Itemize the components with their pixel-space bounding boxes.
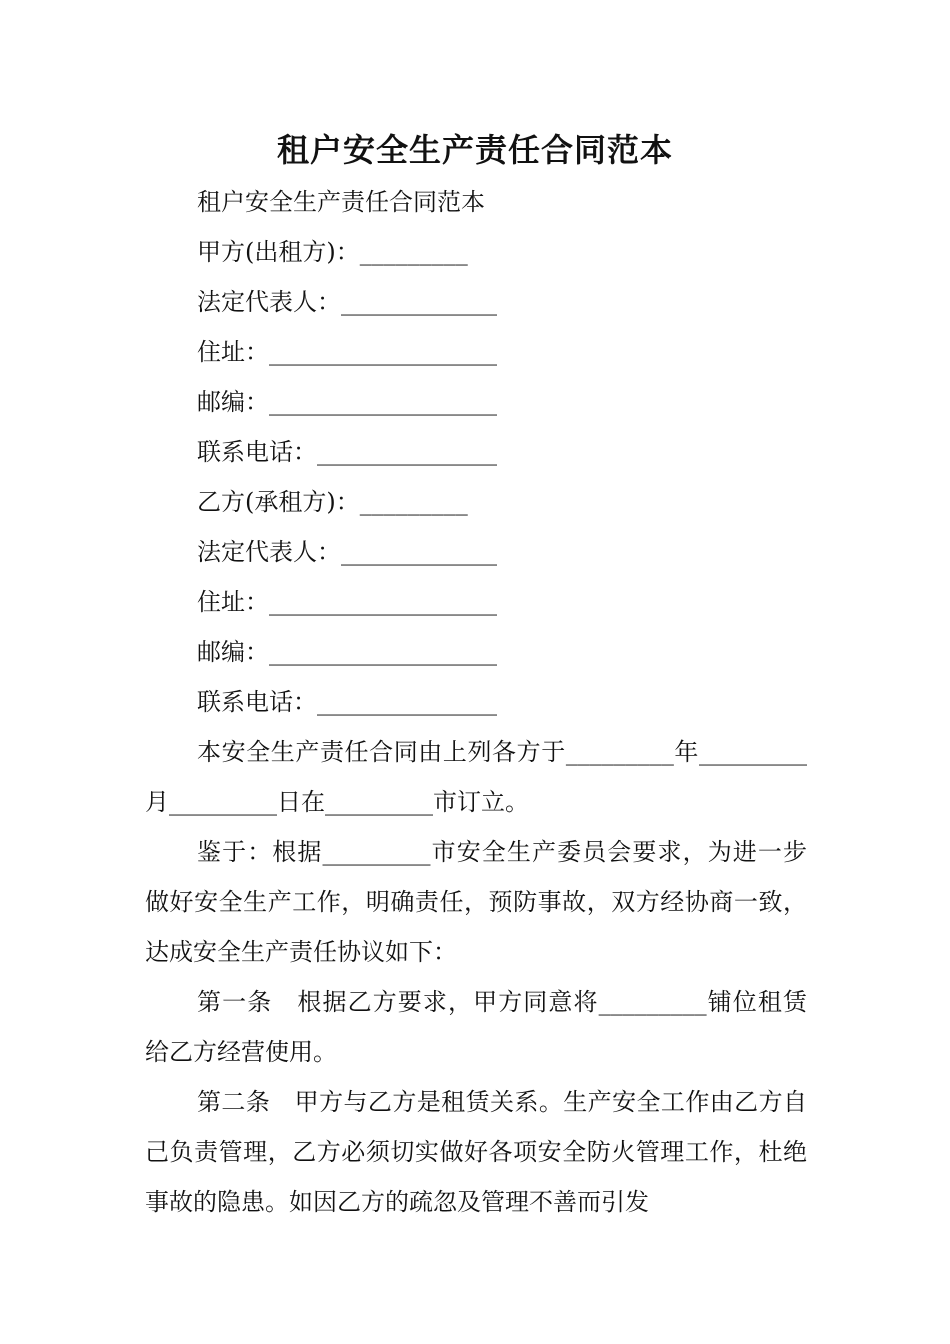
preamble-paragraph: 鉴于：根据_________市安全生产委员会要求，为进一步做好安全生产工作，明确责任，预防事故，双方经协商一致，达成安全生产责任协议如下：	[145, 838, 807, 966]
party-b-label: 乙方(承租方)：_________	[197, 488, 468, 516]
signing-paragraph: 本安全生产责任合同由上列各方于_________年_________月_________日在_________市订立。	[145, 738, 807, 816]
party-a-phone: 联系电话：_______________	[197, 438, 497, 466]
party-b-phone: 联系电话：_______________	[197, 688, 497, 716]
party-a-representative: 法定代表人：_____________	[197, 288, 497, 316]
party-b-address: 住址：___________________	[197, 588, 497, 616]
party-b-postcode: 邮编：___________________	[197, 638, 497, 666]
document-title: 租户安全生产责任合同范本	[276, 131, 673, 169]
party-a-postcode: 邮编：___________________	[197, 388, 497, 416]
document-subtitle: 租户安全生产责任合同范本	[197, 188, 485, 216]
article-2-paragraph: 第二条 甲方与乙方是租赁关系。生产安全工作由乙方自己负责管理，乙方必须切实做好各项安全防火管理工作，杜绝事故的隐患。如因乙方的疏忽及管理不善而引发	[145, 1088, 807, 1216]
party-b-representative: 法定代表人：_____________	[197, 538, 497, 566]
party-a-address: 住址：___________________	[197, 338, 497, 366]
document-body	[145, 177, 807, 1227]
article-1-paragraph: 第一条 根据乙方要求，甲方同意将_________铺位租赁给乙方经营使用。	[145, 988, 807, 1066]
party-a-label: 甲方(出租方)：_________	[197, 238, 468, 266]
